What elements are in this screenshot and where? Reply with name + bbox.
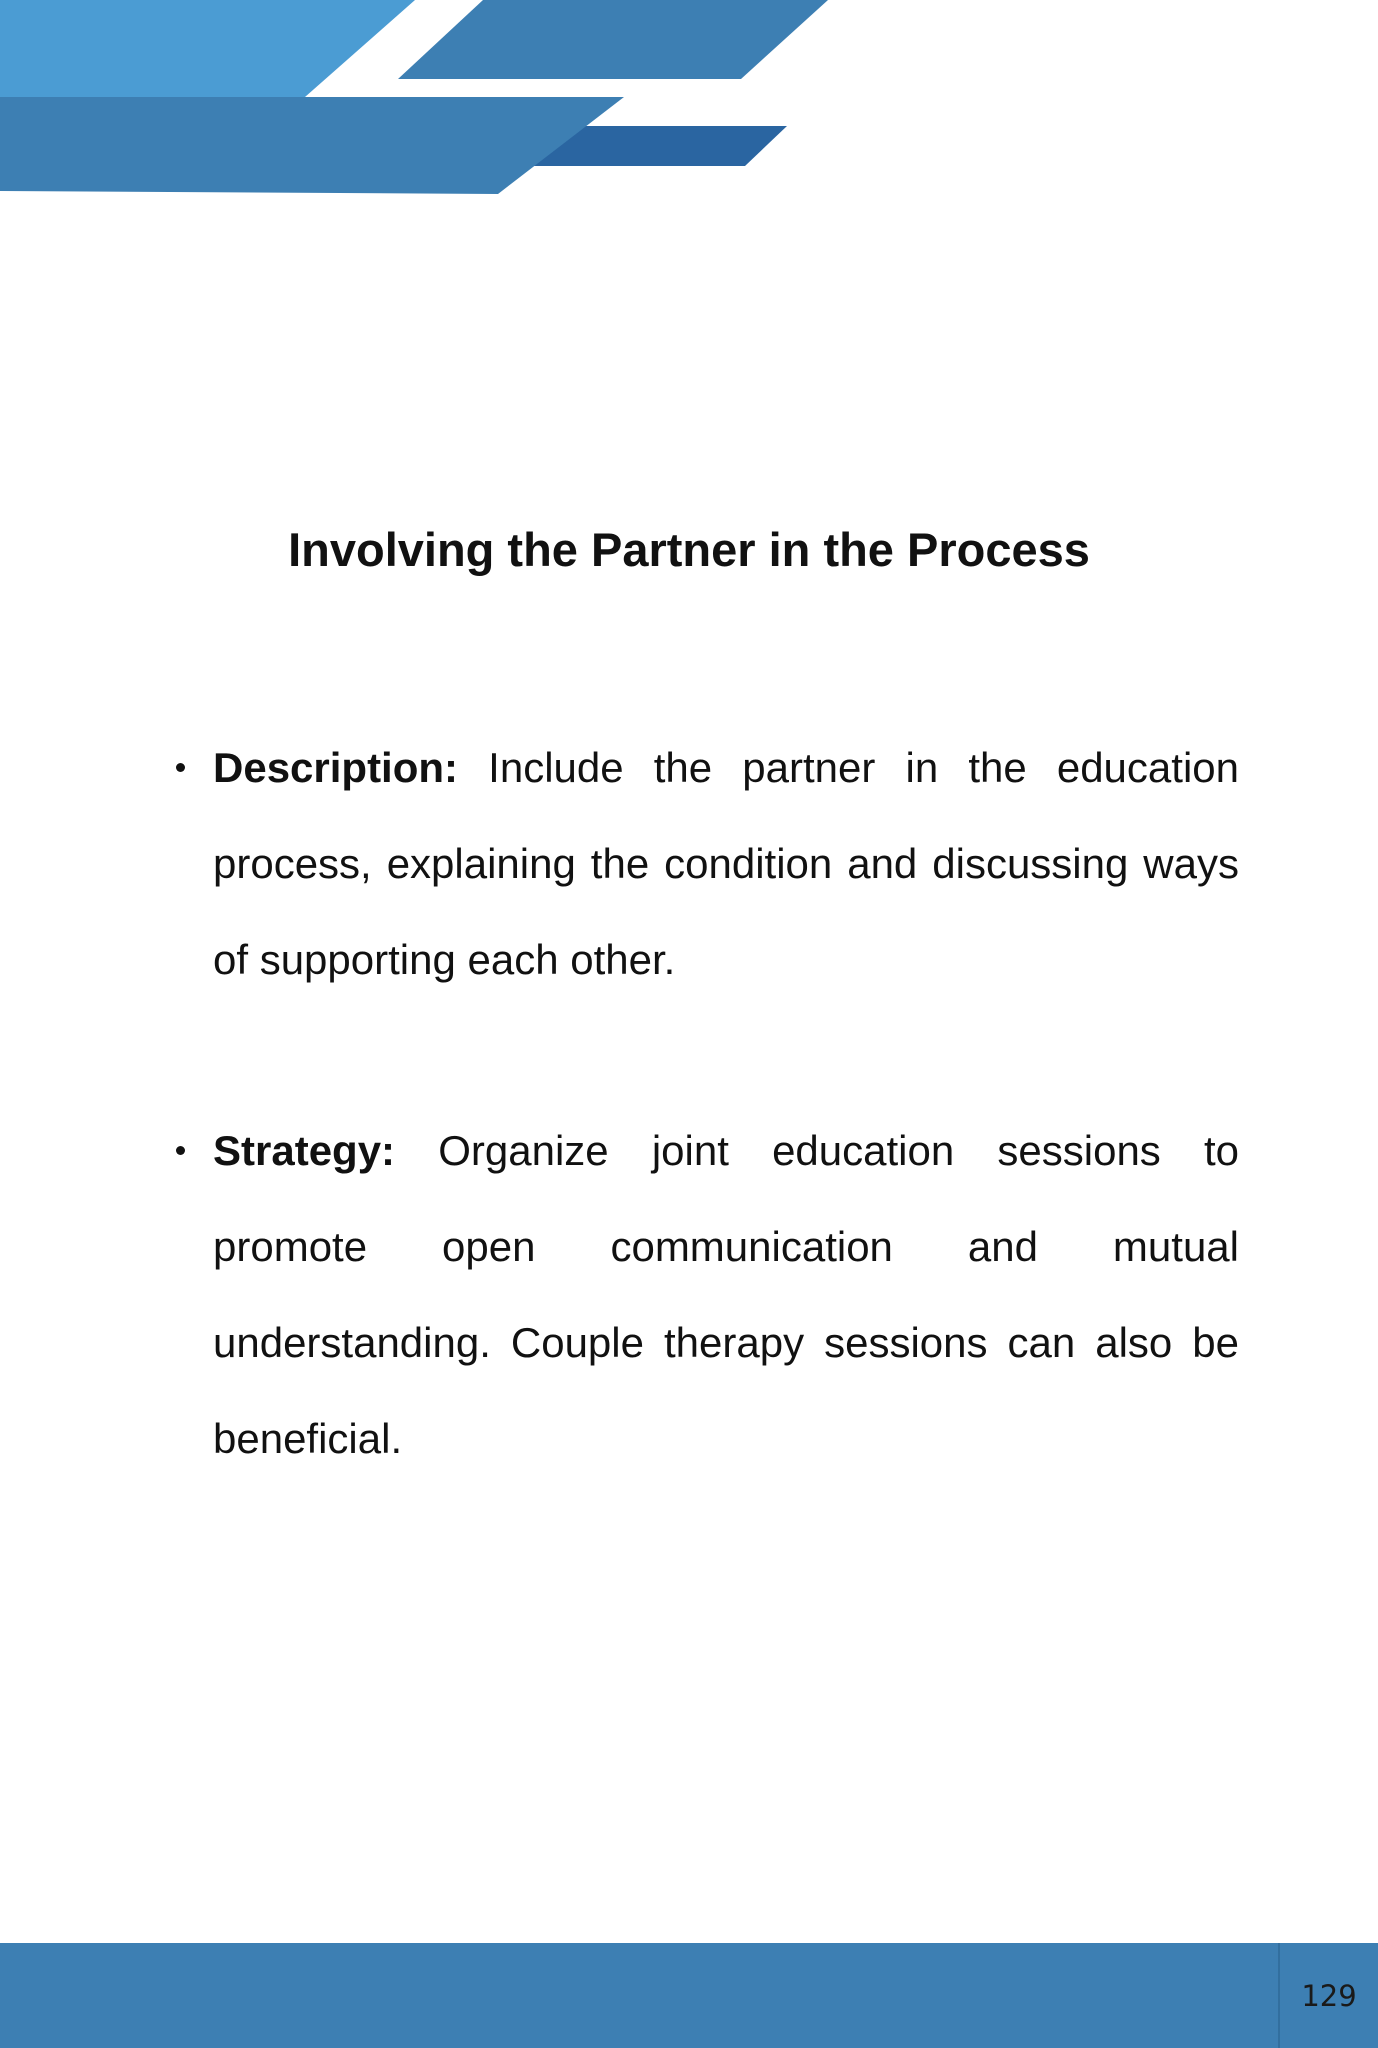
bullet-body: Organize joint education sessions to promote open communication and mutual understanding. Couple therapy sessions can also be beneficial.: [213, 1127, 1240, 1462]
bullet-paragraph: [213, 1103, 1239, 1487]
bullet-label: Strategy:: [213, 1127, 396, 1174]
header-shape-light: [0, 0, 415, 97]
bullet-dot-icon: [176, 763, 185, 772]
footer-bar: [0, 1943, 1378, 2048]
page-number-box: [1278, 1943, 1378, 2048]
bullet-body: Include the partner in the education process, explaining the condition and discussing ways of supporting each other.: [213, 744, 1239, 983]
list-item-description: [213, 720, 1239, 1008]
header-shape-top-right: [398, 0, 828, 79]
header-shape-main-band: [0, 97, 624, 194]
page-number: 129: [1301, 1978, 1357, 2013]
header-decoration: [0, 0, 1378, 200]
bullet-dot-icon: [176, 1146, 185, 1155]
page-title: Involving the Partner in the Process: [288, 523, 1090, 576]
bullet-paragraph: [213, 720, 1239, 1008]
list-item-strategy: [213, 1103, 1239, 1487]
bullet-label: Description:: [213, 744, 459, 791]
